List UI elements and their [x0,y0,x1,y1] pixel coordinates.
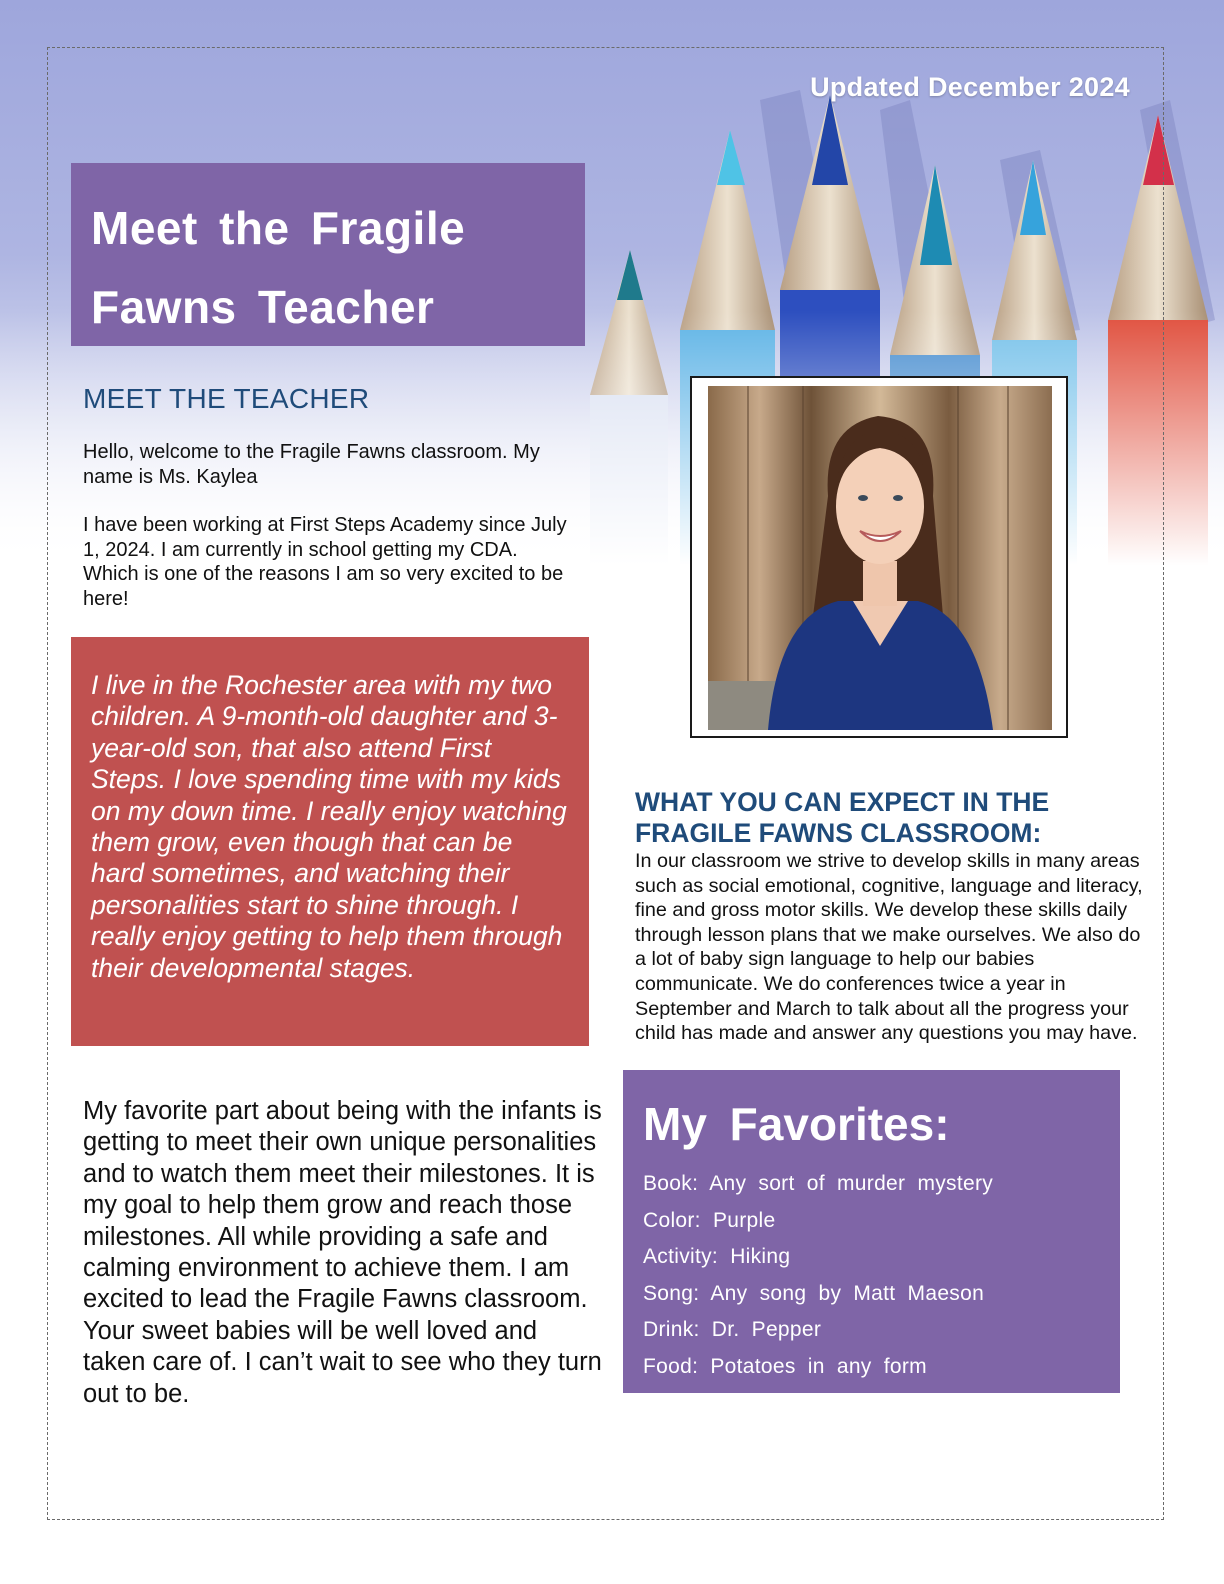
meet-teacher-heading: MEET THE TEACHER [83,383,370,414]
favorites-title: My Favorites: [643,1098,950,1150]
favorite-label: Color: [643,1208,701,1232]
favorite-label: Food: [643,1354,699,1378]
teacher-photo-frame [690,376,1068,738]
title-line-1: Meet the Fragile [91,202,466,254]
expect-text: In our classroom we strive to develop skills in many areas such as social emotional, cognitive, language and literacy, fine and gross motor skills. We develop these skills daily through lesson plans that we make ourselves. We also do a lot of baby sign language to help our babies communicate. We do conferences twice a year in September and March to talk about all the progress your child has made and answer any questions you may have. [635,850,1143,1045]
expect-heading: WHAT YOU CAN EXPECT IN THE FRAGILE FAWNS CLASSROOM: [635,787,1050,848]
updated-date: Updated December 2024 [810,72,1130,102]
work-paragraph: I have been working at First Steps Academy since July 1, 2024. I am currently in school getting my CDA. Which is one of the reasons I am so very excited to be here! [83,514,567,610]
favorite-book [643,1166,1100,1203]
teacher-photo [708,386,1052,730]
favorites-box [623,1070,1120,1393]
closing-paragraph: My favorite part about being with the infants is getting to meet their own unique personalities and to watch them meet their milestones. It is my goal to help them grow and reach those milestones. All while providing a safe and calming environment to achieve them. I am excited to lead the Fragile Fawns classroom. Your sweet babies will be well loved and taken care of. I can’t wait to see who they turn out to be. [83,1097,602,1408]
favorite-activity [643,1239,1100,1276]
favorite-color [643,1203,1100,1240]
favorite-label: Drink: [643,1318,700,1342]
title-banner [71,163,585,346]
favorite-value: Potatoes in any form [710,1354,927,1378]
favorite-value: Any song by Matt Maeson [710,1281,985,1305]
favorite-label: Activity: [643,1245,719,1269]
favorite-song [643,1276,1100,1313]
favorite-value: Hiking [730,1245,791,1269]
favorite-value: Any sort of murder mystery [709,1172,994,1195]
favorite-drink [643,1312,1100,1349]
title-line-2: Fawns Teacher [91,281,435,333]
meet-teacher-text [83,440,573,611]
favorite-value: Purple [712,1208,776,1232]
favorite-value: Dr. Pepper [711,1318,822,1342]
family-quote-box [71,637,589,1046]
family-quote-text: I live in the Rochester area with my two children. A 9-month-old daughter and 3-year-old son, that also attend First Steps. I love spending time with my kids on my down time. I really enjoy watching them grow, even though that can be hard sometimes, and watching their personalities start to shine through. I really enjoy getting to help them through their developmental stages. [91,670,567,983]
favorite-food [643,1349,1100,1386]
favorite-label: Song: [643,1281,700,1305]
intro-paragraph: Hello, welcome to the Fragile Fawns classroom. My name is Ms. Kaylea [83,441,540,488]
favorite-label: Book: [643,1172,699,1195]
